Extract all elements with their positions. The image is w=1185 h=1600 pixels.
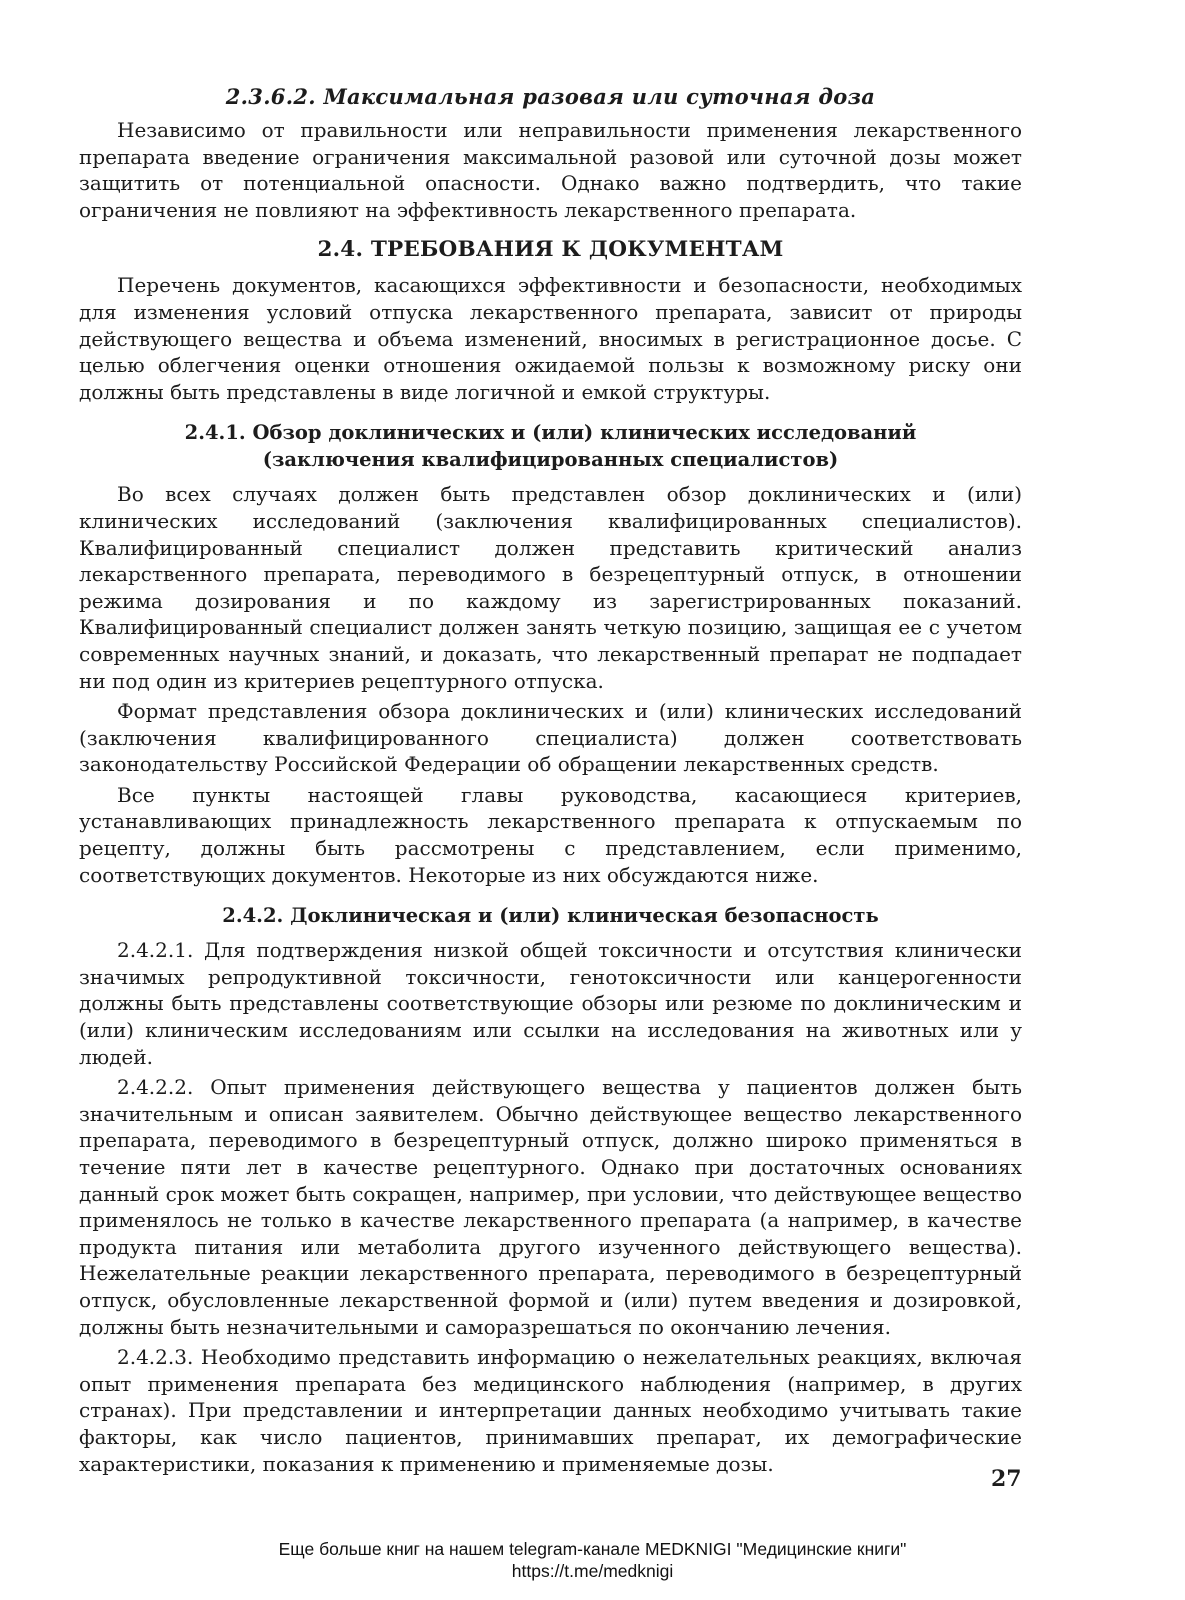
footer-link[interactable]: https://t.me/medknigi bbox=[511, 1561, 674, 1581]
subsection-title-line: 2.4.1. Обзор доклинических и (или) клинических исследований bbox=[184, 421, 917, 445]
footer-notice bbox=[0, 1538, 1185, 1582]
paragraph: 2.4.2.3. Необходимо представить информацию о нежелательных реакциях, включая опыт применения препарата без медицинского наблюдения (например, в других странах). При представлении и интерпретации данных необходимо учитывать такие факторы, как число пациентов, принимавших препарат, их демографические характеристики, показания к применению и применяемые дозы. bbox=[79, 1345, 1022, 1476]
paragraph: 2.4.2.2. Опыт применения действующего вещества у пациентов должен быть значительным и описан заявителем. Обычно действующее вещество лекарственного препарата, переводимого в безрецептурный отпуск, должно широко применяться в течение пяти лет в качестве рецептурного. Однако при достаточных основаниях данный срок может быть сокращен, например, при условии, что действующее вещество применялось не только в качестве лекарственного препарата (а например, в качестве продукта питания или метаболита другого изученного действующего вещества). Нежелательные реакции лекарственного препарата, переводимого в безрецептурный отпуск, обусловленные лекарственной формой и (или) путем введения и дозировкой, должны быть незначительными и саморазрешаться по окончанию лечения. bbox=[79, 1075, 1022, 1339]
paragraph: Во всех случаях должен быть представлен обзор доклинических и (или) клинических исследований (заключения квалифицированных специалистов). Квалифицированный специалист должен представить критический анализ лекарственного препарата, переводимого в безрецептурный отпуск, в отношении режима дозирования и по каждому из зарегистрированных показаний. Квалифицированный специалист должен занять четкую позицию, защищая ее с учетом современных научных знаний, и доказать, что лекарственный препарат не подпадает ни под один из критериев рецептурного отпуска. bbox=[79, 482, 1022, 693]
footer-line: Еще больше книг на нашем telegram-канале MEDKNIGI "Медицинские книги" bbox=[278, 1539, 907, 1559]
paragraph: Независимо от правильности или неправильности применения лекарственного препарата введение ограничения максимальной разовой или суточной дозы может защитить от потенциальной опасности. Однако важно подтвердить, что такие ограничения не повлияют на эффективность лекарственного препарата. bbox=[79, 118, 1022, 222]
subsection-title-line: (заключения квалифицированных специалистов) bbox=[262, 448, 839, 472]
paragraph: Перечень документов, касающихся эффективности и безопасности, необходимых для изменения условий отпуска лекарственного препарата, зависит от природы действующего вещества и объема изменений, вносимых в регистрационное досье. С целью облегчения оценки отношения ожидаемой пользы к возможному риску они должны быть представлены в виде логичной и емкой структуры. bbox=[79, 273, 1022, 404]
paragraph: Формат представления обзора доклинических и (или) клинических исследований (заключения квалифицированного специалиста) должен соответствовать законодательству Российской Федерации об обращении лекарственных средств. bbox=[79, 699, 1022, 777]
section-title-2-4: 2.4. ТРЕБОВАНИЯ К ДОКУМЕНТАМ bbox=[317, 237, 784, 263]
subsection-title-2-3-6-2: 2.3.6.2. Максимальная разовая или суточная доза bbox=[225, 84, 876, 109]
paragraph: 2.4.2.1. Для подтверждения низкой общей токсичности и отсутствия клинически значимых репродуктивной токсичности, генотоксичности или канцерогенности должны быть представлены соответствующие обзоры или резюме по доклиническим и (или) клиническим исследованиям или ссылки на исследования на животных или у людей. bbox=[79, 938, 1022, 1069]
subsection-title-2-4-2: 2.4.2. Доклиническая и (или) клиническая безопасность bbox=[222, 904, 879, 928]
paragraph: Все пункты настоящей главы руководства, касающиеся критериев, устанавливающих принадлежность лекарственного препарата к отпускаемым по рецепту, должны быть рассмотрены с представлением, если применимо, соответствующих документов. Некоторые из них обсуждаются ниже. bbox=[79, 782, 1022, 887]
page-number: 27 bbox=[991, 1466, 1022, 1492]
document-page bbox=[79, 84, 1022, 1481]
subsection-title-2-4-1 bbox=[79, 419, 1022, 473]
